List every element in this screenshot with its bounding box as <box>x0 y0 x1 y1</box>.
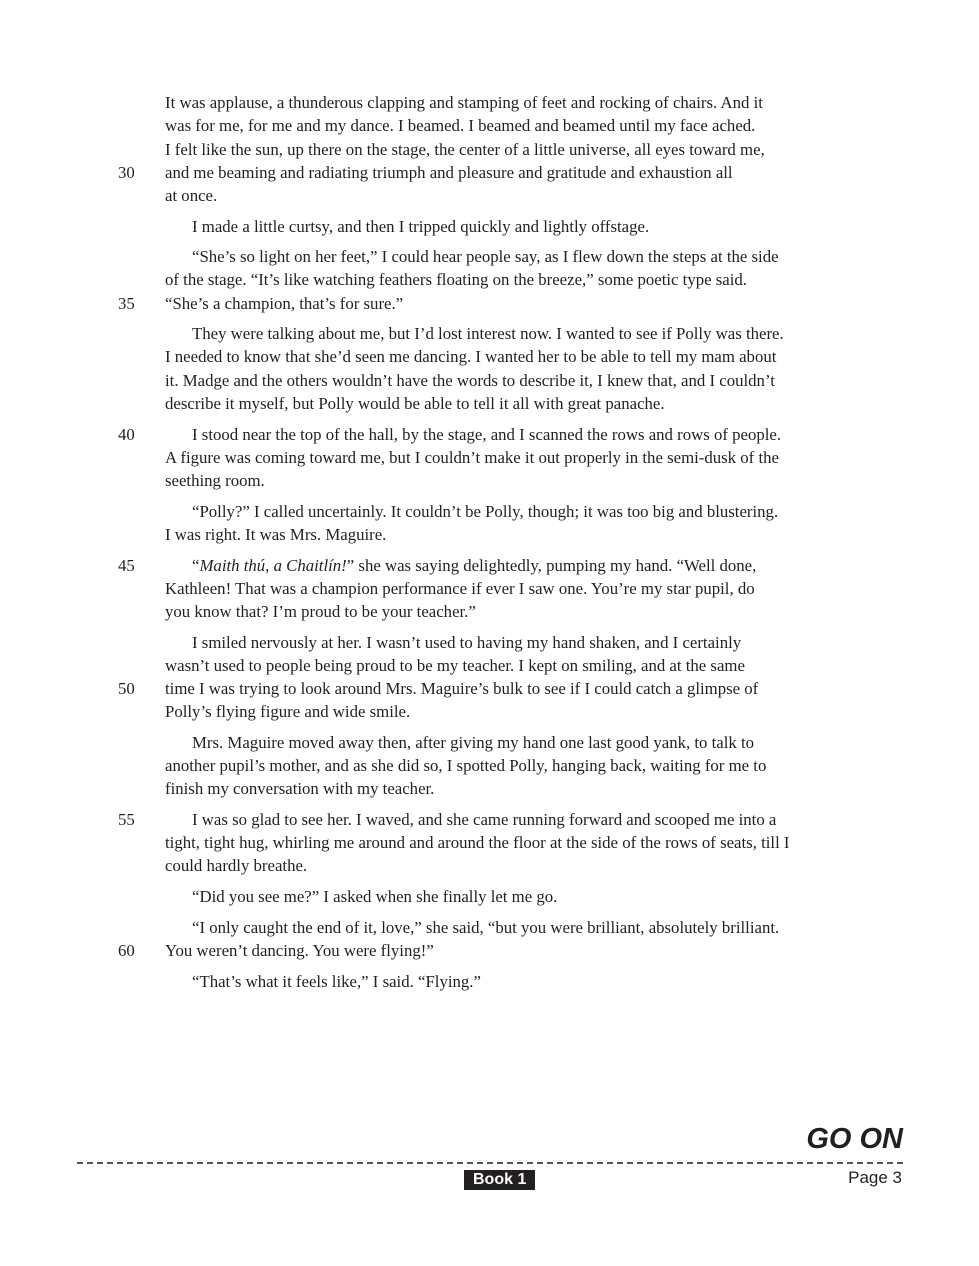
passage-line: A figure was coming toward me, but I couldn’t make it out properly in the semi-dusk of the <box>165 448 779 467</box>
passage-line: “I only caught the end of it, love,” she said, “but you were brilliant, absolutely brilliant. <box>192 918 780 937</box>
passage-line: it. Madge and the others wouldn’t have the words to describe it, I knew that, and I couldn’t <box>165 371 775 390</box>
passage-line: I smiled nervously at her. I wasn’t used to having my hand shaken, and I certainly <box>192 633 742 652</box>
line-number: 45 <box>118 556 135 575</box>
passage-line: seething room. <box>165 471 265 490</box>
line-number: 50 <box>118 679 135 698</box>
go-on-label: GO ON <box>806 1123 903 1155</box>
passage-line: was for me, for me and my dance. I beamed. I beamed and beamed until my face ached. <box>165 116 756 135</box>
irish-phrase: Maith thú, a Chaitlín! <box>199 556 347 575</box>
passage-line: time I was trying to look around Mrs. Maguire’s bulk to see if I could catch a glimpse of <box>165 679 759 698</box>
passage-line: another pupil’s mother, and as she did so, I spotted Polly, hanging back, waiting for me to <box>165 756 767 775</box>
line-number: 60 <box>118 941 135 960</box>
passage-line: “She’s so light on her feet,” I could hear people say, as I flew down the steps at the side <box>192 247 779 266</box>
passage-line: wasn’t used to people being proud to be my teacher. I kept on smiling, and at the same <box>165 656 745 675</box>
passage-line: I felt like the sun, up there on the stage, the center of a little universe, all eyes toward me, <box>165 140 765 159</box>
passage-line: I was right. It was Mrs. Maguire. <box>165 525 387 544</box>
passage-line-dialogue: “Maith thú, a Chaitlín!” she was saying delightedly, pumping my hand. “Well done, <box>192 556 757 575</box>
passage-line: I needed to know that she’d seen me dancing. I wanted her to be able to tell my mam about <box>165 347 777 366</box>
passage-line: I stood near the top of the hall, by the stage, and I scanned the rows and rows of people. <box>192 425 782 444</box>
passage-line: at once. <box>165 186 218 205</box>
passage-line: “Polly?” I called uncertainly. It couldn’t be Polly, though; it was too big and blustering. <box>192 502 779 521</box>
passage-line: Mrs. Maguire moved away then, after giving my hand one last good yank, to talk to <box>192 733 755 752</box>
passage-line: finish my conversation with my teacher. <box>165 779 435 798</box>
passage-line: They were talking about me, but I’d lost interest now. I wanted to see if Polly was there. <box>192 324 784 343</box>
footer-divider <box>77 1162 903 1164</box>
passage-line: and me beaming and radiating triumph and pleasure and gratitude and exhaustion all <box>165 163 733 182</box>
passage-line: It was applause, a thunderous clapping and stamping of feet and rocking of chairs. And it <box>165 93 763 112</box>
passage-line: “That’s what it feels like,” I said. “Flying.” <box>192 972 481 991</box>
passage-line: I made a little curtsy, and then I tripped quickly and lightly offstage. <box>192 217 650 236</box>
passage-line: could hardly breathe. <box>165 856 308 875</box>
passage-line: Polly’s flying figure and wide smile. <box>165 702 411 721</box>
passage-line: “Did you see me?” I asked when she finally let me go. <box>192 887 558 906</box>
book-badge: Book 1 <box>464 1170 535 1190</box>
line-number: 35 <box>118 294 135 313</box>
passage-line: tight, tight hug, whirling me around and around the floor at the side of the rows of seats, till I <box>165 833 790 852</box>
passage-line: “She’s a champion, that’s for sure.” <box>165 294 404 313</box>
passage-line: Kathleen! That was a champion performance if ever I saw one. You’re my star pupil, do <box>165 579 755 598</box>
line-number: 30 <box>118 163 135 182</box>
passage-line: describe it myself, but Polly would be able to tell it all with great panache. <box>165 394 665 413</box>
passage-line: I was so glad to see her. I waved, and she came running forward and scooped me into a <box>192 810 777 829</box>
page-number: Page 3 <box>848 1168 902 1187</box>
line-number: 55 <box>118 810 135 829</box>
passage-line: of the stage. “It’s like watching feathers floating on the breeze,” some poetic type said. <box>165 270 748 289</box>
passage-line: you know that? I’m proud to be your teacher.” <box>165 602 476 621</box>
line-number: 40 <box>118 425 135 444</box>
passage-line: You weren’t dancing. You were flying!” <box>165 941 434 960</box>
